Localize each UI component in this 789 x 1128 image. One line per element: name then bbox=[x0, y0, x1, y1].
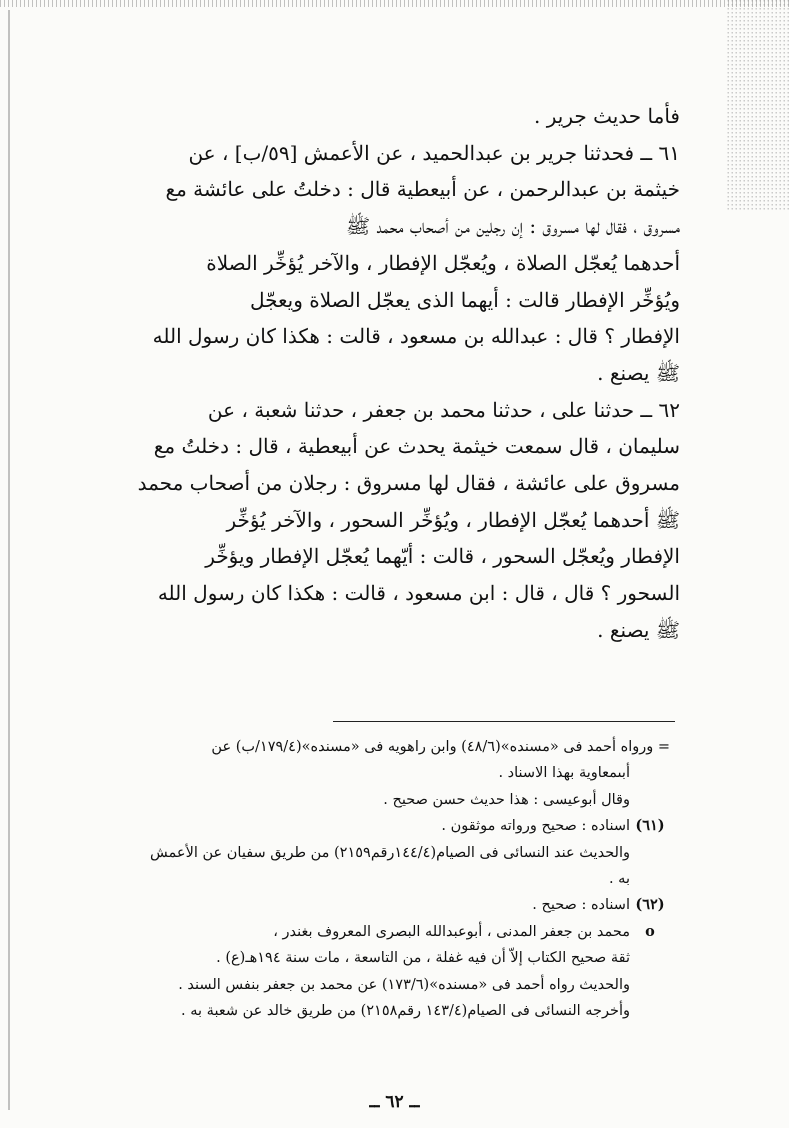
text-line: أحدهما يُعجّل الصلاة ، ويُعجّل الإفطار ، والآخر يُؤخِّر الصلاة bbox=[206, 250, 680, 275]
note-text: محمد بن جعفر المدنى ، أبوعبدالله البصرى المعروف بغندر ، bbox=[273, 923, 630, 940]
text-line: السحور ؟ قال ، قال : ابن مسعود ، قالت : هكذا كان رسول الله bbox=[157, 581, 680, 606]
text-line: ٦١ ــ فحدثنا جرير بن عبدالحميد ، عن الأعمش [٥٩/ب] ، عن bbox=[188, 140, 680, 165]
footnotes bbox=[70, 734, 670, 1024]
note-marker: (٦٢) bbox=[635, 896, 665, 914]
page-number: ــ ٦٢ ــ bbox=[369, 1092, 420, 1112]
note-line: وأخرجه النسائى فى الصيام(١٤٣/٤ رقم٢١٥٨) من طريق خالد عن شعبة به . bbox=[181, 1003, 630, 1020]
text-line: خيثمة بن عبدالرحمن ، عن أبيعطية قال : دخلتُ على عائشة مع bbox=[165, 177, 680, 202]
note-line: أبىمعاوية بهذا الاسناد . bbox=[498, 765, 630, 782]
circle-marker: o bbox=[645, 922, 655, 940]
scan-artifact-edge bbox=[8, 10, 10, 1110]
note-text: اسناده : صحيح ورواته موثقون . bbox=[441, 818, 630, 835]
note-line: = ورواه أحمد فى «مسنده»(٤٨/٦) وابن راهويه فى «مسنده»(١٧٩/٤/ب) عن bbox=[211, 739, 670, 755]
text-line: مسروق ، فقال لها مسروق : إن رجلين من أصحاب محمد ﷺ bbox=[345, 214, 680, 239]
note-line: وقال أبوعيسى : هذا حديث حسن صحيح . bbox=[383, 791, 630, 808]
text-line: الإفطار ؟ قال : عبدالله بن مسعود ، قالت : هكذا كان رسول الله bbox=[152, 324, 680, 349]
text-line: الإفطار ويُعجّل السحور ، قالت : أيّهما يُعجّل الإفطار ويؤخِّر bbox=[205, 544, 680, 569]
note-line: والحديث عند النسائى فى الصيام(١٤٤/٤رقم٢١٥٩) من طريق سفيان عن الأعمش bbox=[150, 844, 630, 861]
text-line: ﷺ يصنع . bbox=[597, 617, 680, 642]
note-62 bbox=[70, 892, 670, 918]
note-text: اسناده : صحيح . bbox=[532, 897, 630, 914]
hadith-61 bbox=[60, 135, 680, 392]
intro-line: فأما حديث جرير . bbox=[534, 104, 680, 128]
footnote-divider bbox=[333, 721, 675, 722]
text-line: ٦٢ ــ حدثنا على ، حدثنا محمد بن جعفر ، حدثنا شعبة ، عن bbox=[207, 397, 680, 422]
text-line: مسروق على عائشة ، فقال لها مسروق : رجلان من أصحاب محمد bbox=[137, 471, 680, 496]
text-line: ويُؤخِّر الإفطار قالت : أيهما الذى يعجّل الصلاة ويعجّل bbox=[249, 287, 680, 312]
note-line: به . bbox=[608, 871, 630, 888]
text-line: سليمان ، قال سمعت خيثمة يحدث عن أبيعطية ، قال : دخلتُ مع bbox=[153, 434, 680, 459]
scan-artifact-corner bbox=[727, 0, 789, 210]
note-line: ثقة صحيح الكتاب إلاّ أن فيه غفلة ، من التاسعة ، مات سنة ١٩٤هـ(ع) . bbox=[216, 950, 630, 967]
text-line: ﷺ يصنع . bbox=[597, 360, 680, 385]
note-marker: (٦١) bbox=[635, 817, 665, 835]
main-text bbox=[60, 98, 680, 649]
note-line: والحديث رواه أحمد فى «مسنده»(١٧٣/٦) عن محمد بن جعفر بنفس السند . bbox=[178, 976, 630, 993]
note-61 bbox=[70, 813, 670, 839]
scan-artifact-top bbox=[0, 0, 789, 7]
text-line: ﷺ أحدهما يُعجّل الإفطار ، ويُؤخِّر السحور ، والآخر يُؤخِّر bbox=[226, 507, 680, 532]
note-narrator bbox=[70, 919, 670, 945]
hadith-62 bbox=[60, 392, 680, 649]
